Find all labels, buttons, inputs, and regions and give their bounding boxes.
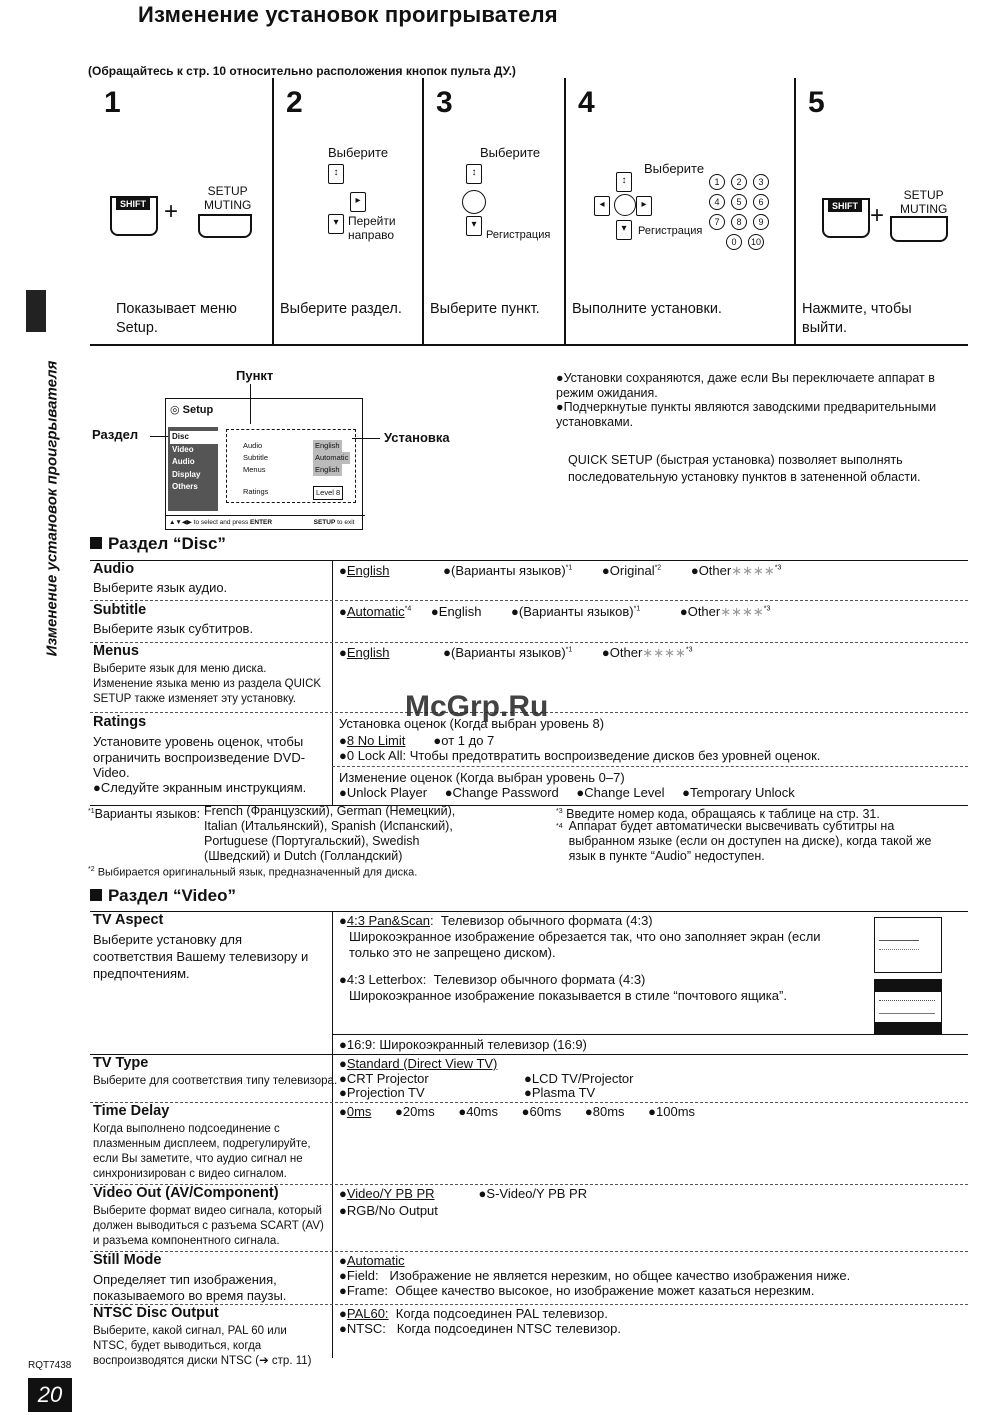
keypad-key: 9 [753, 214, 769, 230]
register-label: Регистрация [486, 229, 551, 241]
time-delay-opts: ●0ms ●20ms ●40ms ●60ms ●80ms ●100ms [339, 1104, 696, 1119]
video-out-desc: Выберите формат видео сигнала, который должен выводиться с разъема SCART (AV) и разъема компонентного сигнала. [93, 1205, 324, 1247]
step-4 [564, 78, 796, 346]
ntsc-opt-ntsc: ●NTSC: Когда подсоединен NTSC телевизор. [339, 1321, 622, 1336]
menu-title: ◎ Setup [170, 404, 214, 416]
page-number: 20 [28, 1378, 72, 1412]
updown-arrow-icon: ↕ [328, 164, 344, 184]
right-arrow-icon: ▸ [636, 196, 652, 216]
still-mode-opt-auto: ●Automatic [339, 1253, 405, 1268]
plus-sign: + [870, 202, 885, 229]
tv-type-label: TV Type [93, 1055, 149, 1071]
enter-button-icon [462, 190, 486, 214]
plus-sign: + [164, 198, 179, 225]
rule [90, 1054, 968, 1055]
value-audio: English [315, 441, 340, 450]
tv-aspect-desc: Выберите установку для соответствия Вашему телевизору и предпочтениям. [93, 932, 309, 981]
rule [90, 1304, 968, 1305]
column-divider [332, 911, 333, 1358]
shift-label: SHIFT [116, 198, 150, 210]
footnote-1: $^{*1}$Варианты языков: French (Французский), German (Немецкий), Italian (Итальянский), Spanish (Испанский), Portuguese (Португальский), Swedish (Шведский) и Dutch (Голландский) [88, 804, 456, 863]
notes [556, 371, 956, 429]
keypad-key: 5 [731, 194, 747, 210]
tv-aspect-opt2-text: Широкоэкранное изображение показывается в стиле “почтового ящика”. [349, 988, 787, 1003]
step-caption: Нажмите, чтобы выйти. [802, 301, 912, 336]
ntsc-label: NTSC Disc Output [93, 1305, 219, 1321]
sidebar-text: Изменение установок проигрывателя [43, 360, 61, 657]
section-column [168, 427, 218, 511]
rule [90, 1251, 968, 1252]
step-1 [90, 78, 274, 346]
step-caption: Выполните установки. [572, 301, 722, 317]
rule [332, 1034, 968, 1035]
disc-ratings-desc2: ●Следуйте экранным инструкциям. [93, 780, 307, 795]
tv-type-desc: Выберите для соответствия типу телевизора. [93, 1075, 338, 1087]
disc-audio-label: Audio [93, 561, 135, 577]
down-arrow-icon: ▾ [328, 214, 344, 234]
keypad-key: 10 [748, 234, 764, 250]
disc-subtitle-opts: ●Automatic$^{*4}$ ●English ●(Варианты языков)$^{*1}$ ●Other∗∗∗∗$^{*3}$ [339, 604, 771, 619]
diagram-item-label: Пункт [236, 368, 274, 383]
item-ratings: Ratings [243, 487, 269, 496]
keypad-key: 0 [726, 234, 742, 250]
section-audio: Audio [172, 457, 195, 466]
disc-audio-opts: ●English ●(Варианты языков)$^{*1}$ ●Original$^{*2}$ ●Other∗∗∗∗$^{*3}$ [339, 563, 782, 578]
disc-audio-desc: Выберите язык аудио. [93, 580, 228, 595]
select-label: Выберите [644, 161, 705, 176]
tv-aspect-opt2: ●4:3 Letterbox: Телевизор обычного формата (4:3) [339, 972, 646, 987]
ratings-change-title: Изменение оценок (Когда выбран уровень 0–7) [339, 770, 625, 785]
steps-panel [90, 78, 968, 346]
disc-menus-desc: Выберите язык для меню диска. Изменение языка меню из раздела QUICK SETUP также изменяет эту установку. [93, 663, 322, 705]
setup-menu-diagram [165, 398, 363, 530]
register-label: Регистрация [638, 225, 703, 237]
ratings-lock-all: ●0 Lock All: Чтобы предотвратить воспроизведение дисков без уровней оценок. [339, 748, 821, 763]
tv-type-opt-projection: ●Projection TV [339, 1085, 425, 1100]
sidebar [22, 290, 61, 670]
section-disc: Disc [170, 431, 218, 444]
video-out-opt-rgb: ●RGB/No Output [339, 1203, 438, 1218]
step-2 [272, 78, 424, 346]
keypad-key: 8 [731, 214, 747, 230]
setup-muting-label: SETUP MUTING [900, 188, 948, 216]
step-number: 5 [808, 86, 825, 119]
item-subtitle: Subtitle [243, 453, 269, 462]
tv-type-opt-crt: ●CRT Projector [339, 1071, 429, 1086]
quick-setup-note: QUICK SETUP (быстрая установка) позволяет выполнять последовательную установку пунктов в затененной области. [568, 453, 921, 484]
section-video: Video [172, 444, 194, 454]
disc-subtitle-desc: Выберите язык субтитров. [93, 621, 254, 636]
go-right-label: Перейти направо [348, 214, 396, 242]
doc-code: RQT7438 [28, 1360, 72, 1371]
disc-menus-label: Menus [93, 643, 139, 659]
disc-subtitle-label: Subtitle [93, 602, 147, 618]
diagram-section-label: Раздел [92, 427, 139, 442]
rule [90, 911, 968, 912]
keypad-key: 1 [709, 174, 725, 190]
tv-aspect-opt1: ●4:3 Pan&Scan: Телевизор обычного формата (4:3) [339, 913, 653, 928]
left-arrow-icon: ◂ [594, 196, 610, 216]
footnote-2: $^{*2}$ Выбирается оригинальный язык, предназначенный для диска. [88, 866, 418, 879]
tv-aspect-label: TV Aspect [93, 912, 164, 928]
pan-scan-tv-image [874, 917, 942, 973]
step-number: 2 [286, 86, 303, 119]
note-item: ●Подчеркнутые пункты являются заводскими предварительными установками. [556, 400, 937, 429]
step-number: 4 [578, 86, 595, 119]
updown-arrow-icon: ↕ [466, 164, 482, 184]
keypad-key: 2 [731, 174, 747, 190]
setup-key [198, 214, 252, 238]
footnote-3: $^{*3}$ Введите номер кода, обращаясь к таблице на стр. 31. [556, 807, 880, 822]
keypad-key: 7 [709, 214, 725, 230]
step-3 [422, 78, 566, 346]
page-title: Изменение установок проигрывателя [138, 2, 558, 27]
tv-aspect-opt1-text: Широкоэкранное изображение обрезается так, что оно заполняет экран (если только это не запрещено диском). [349, 929, 821, 960]
item-audio: Audio [243, 441, 263, 450]
note-item: ●Установки сохраняются, даже если Вы переключаете аппарат в режим ожидания. [556, 371, 935, 400]
items-panel [226, 429, 356, 503]
video-section-heading: Раздел “Video” [90, 886, 236, 906]
diagram-setting-label: Установка [384, 430, 450, 445]
time-delay-label: Time Delay [93, 1103, 170, 1119]
rule [90, 1102, 968, 1103]
shift-label: SHIFT [828, 200, 862, 212]
remote-note: (Обращайтесь к стр. 10 относительно расположения кнопок пульта ДУ.) [88, 64, 516, 78]
tv-type-opt-plasma: ●Plasma TV [524, 1085, 596, 1100]
rule [332, 766, 968, 767]
step-number: 1 [104, 86, 121, 119]
enter-button-icon [614, 194, 636, 216]
rule [90, 600, 968, 601]
right-arrow-icon: ▸ [350, 192, 366, 212]
section-others: Others [172, 482, 198, 491]
still-mode-label: Still Mode [93, 1252, 162, 1268]
disc-ratings-desc: Установите уровень оценок, чтобы ограничить воспроизведение DVD-Video. [93, 734, 306, 780]
item-menus: Menus [243, 465, 266, 474]
disc-ratings-label: Ratings [93, 714, 147, 730]
footnote-4: *4 Аппарат будет автоматически высвечивать субтитры на выбранном языке (если он доступен на диске), когда такой же язык в пункте “Audio” недоступен. [556, 819, 932, 863]
step-5 [794, 78, 968, 346]
keypad-key: 6 [753, 194, 769, 210]
tv-type-opt-lcd: ●LCD TV/Projector [524, 1071, 634, 1086]
down-arrow-icon: ▾ [466, 216, 482, 236]
step-caption: Выберите пункт. [430, 301, 540, 317]
tv-aspect-opt3: ●16:9: Широкоэкранный телевизор (16:9) [339, 1037, 587, 1052]
step-number: 3 [436, 86, 453, 119]
section-display: Display [172, 469, 201, 479]
video-out-label: Video Out (AV/Component) [93, 1185, 279, 1201]
keypad-key: 3 [753, 174, 769, 190]
rule [90, 642, 968, 643]
letterbox-tv-image [874, 979, 942, 1035]
value-subtitle: Automatic [315, 453, 349, 462]
step-caption: Показывает меню Setup. [116, 301, 237, 336]
still-mode-desc: Определяет тип изображения, показываемого во время паузы. [93, 1272, 287, 1303]
updown-arrow-icon: ↕ [616, 172, 632, 192]
tv-type-opt-standard: ●Standard (Direct View TV) [339, 1056, 498, 1071]
steps-bottom-rule [90, 344, 968, 346]
select-label: Выберите [328, 145, 389, 160]
disc-section-heading: Раздел “Disc” [90, 534, 226, 554]
ntsc-opt-pal60: ●PAL60: Когда подсоединен PAL телевизор. [339, 1306, 608, 1321]
still-mode-opt-field: ●Field: Изображение не является нерезким, но общее качество изображения ниже. [339, 1268, 851, 1283]
value-menus: English [315, 465, 340, 474]
setup-key [890, 216, 948, 242]
ntsc-desc: Выберите, какой сигнал, PAL 60 или NTSC, будет выводиться, когда воспроизводятся диски NTSC (➔ стр. 11) [93, 1325, 312, 1367]
ratings-set-title: Установка оценок (Когда выбран уровень 8) [339, 716, 605, 731]
still-mode-opt-frame: ●Frame: Общее качество высокое, но изображение может казаться нерезким. [339, 1283, 815, 1298]
time-delay-desc: Когда выполнено подсоединение с плазменным дисплеем, подрегулируйте, если Вы заметите, что аудио сигнал не синхронизирован с видео сигналом. [93, 1123, 311, 1180]
rule [90, 560, 968, 561]
watermark: McGrp.Ru [405, 690, 549, 723]
keypad-key: 4 [709, 194, 725, 210]
value-ratings: Level 8 [313, 486, 343, 500]
select-label: Выберите [480, 145, 541, 160]
step-caption: Выберите раздел. [280, 301, 402, 317]
menu-footer: ▲▼◀▶ to select and press ENTER SETUP to exit [166, 515, 365, 526]
number-keypad [706, 172, 774, 252]
setup-muting-label: SETUP MUTING [204, 184, 252, 212]
ratings-change-opts: ●Unlock Player ●Change Password ●Change Level ●Temporary Unlock [339, 785, 795, 800]
column-divider [332, 560, 333, 806]
ratings-opts: ●8 No Limit ●от 1 до 7 [339, 733, 495, 748]
disc-menus-opts: ●English ●(Варианты языков)$^{*1}$ ●Other∗∗∗∗$^{*3}$ [339, 645, 693, 660]
video-out-opts: ●Video/Y PB PR ●S-Video/Y PB PR [339, 1186, 588, 1201]
down-arrow-icon: ▾ [616, 220, 632, 240]
